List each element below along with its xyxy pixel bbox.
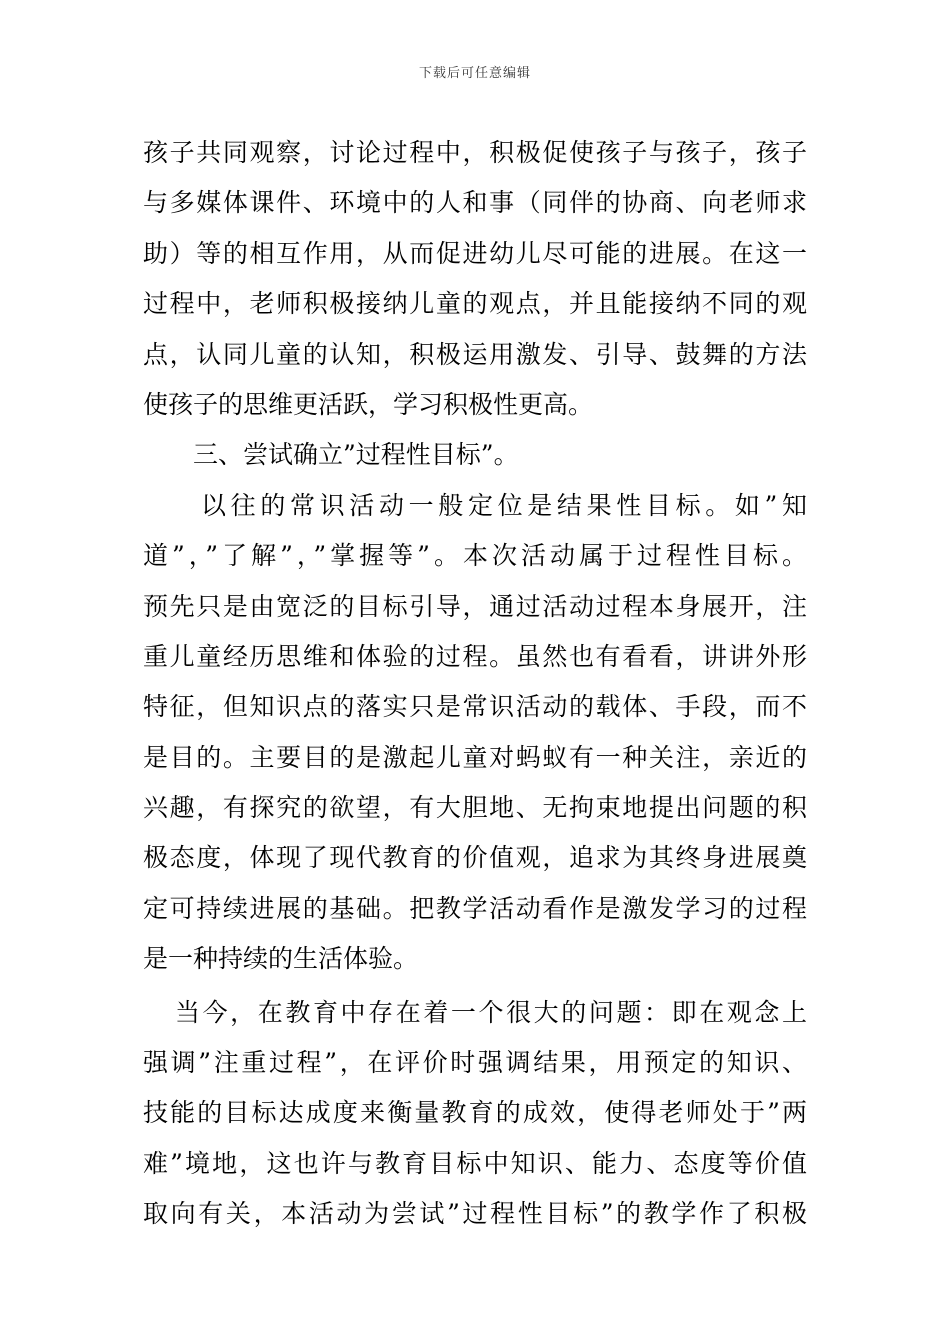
section-heading: 三、尝试确立”过程性目标”。 xyxy=(193,440,519,470)
text-line: 使孩子的思维更活跃，学习积极性更高。 xyxy=(143,389,594,419)
text-line: 过程中，老师积极接纳儿童的观点，并且能接纳不同的观 xyxy=(143,289,807,319)
text-line: 极态度，体现了现代教育的价值观，追求为其终身进展奠 xyxy=(143,843,807,873)
text-line: 难”境地，这也许与教育目标中知识、能力、态度等价值 xyxy=(143,1148,807,1178)
text-line: 特征，但知识点的落实只是常识活动的载体、手段，而不 xyxy=(143,692,807,722)
text-line: 强调”注重过程”，在评价时强调结果，用预定的知识、 xyxy=(143,1048,807,1078)
text-line: 预先只是由宽泛的目标引导，通过活动过程本身展开，注 xyxy=(143,591,807,621)
text-line: 重儿童经历思维和体验的过程。虽然也有看看，讲讲外形 xyxy=(143,641,807,671)
page-header: 下载后可任意编辑 xyxy=(418,66,531,81)
text-line: 助）等的相互作用，从而促进幼儿尽可能的进展。在这一 xyxy=(143,238,807,268)
text-line: 当今，在教育中存在着一个很大的问题：即在观念上 xyxy=(175,997,807,1027)
document-body xyxy=(143,128,807,1240)
text-line: 以往的常识活动一般定位是结果性目标。如”知 xyxy=(201,490,807,520)
text-line: 道”，”了解”，”掌握等”。本次活动属于过程性目标。 xyxy=(143,541,807,571)
text-line: 孩子共同观察，讨论过程中，积极促使孩子与孩子，孩子 xyxy=(143,138,807,167)
text-line: 技能的目标达成度来衡量教育的成效，使得老师处于”两 xyxy=(143,1098,807,1128)
text-line: 点，认同儿童的认知，积极运用激发、引导、鼓舞的方法 xyxy=(143,339,807,369)
text-line: 定可持续进展的基础。把教学活动看作是激发学习的过程 xyxy=(143,893,807,923)
text-line: 是目的。主要目的是激起儿童对蚂蚁有一种关注，亲近的 xyxy=(143,742,807,772)
text-line: 是一种持续的生活体验。 xyxy=(143,944,419,974)
text-line: 取向有关，本活动为尝试”过程性目标”的教学作了积极 xyxy=(143,1199,807,1229)
text-line: 兴趣，有探究的欲望，有大胆地、无拘束地提出问题的积 xyxy=(143,793,807,823)
text-line: 与多媒体课件、环境中的人和事（同伴的协商、向老师求 xyxy=(143,188,807,218)
